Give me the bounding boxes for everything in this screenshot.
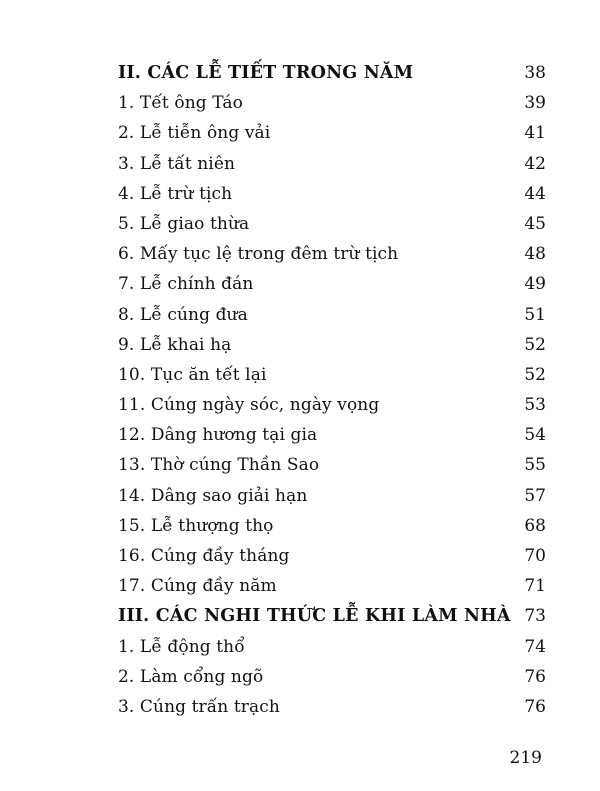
toc-entry bbox=[118, 179, 546, 209]
toc-entry bbox=[118, 511, 546, 541]
toc-entry bbox=[118, 390, 546, 420]
toc-entry-page: 51 bbox=[524, 304, 546, 325]
toc-entry-page: 55 bbox=[524, 455, 546, 476]
toc-entry-page: 73 bbox=[524, 606, 546, 627]
toc-entry-page: 44 bbox=[524, 183, 546, 204]
toc-entry-title: 5. Lễ giao thừa bbox=[118, 213, 250, 234]
table-of-contents bbox=[118, 58, 546, 722]
toc-entry-title: III. CÁC NGHI THỨC LỄ KHI LÀM NHÀ bbox=[118, 606, 511, 627]
toc-entry-page: 52 bbox=[524, 364, 546, 385]
toc-entry-title: 8. Lễ cúng đưa bbox=[118, 304, 248, 325]
toc-entry-page: 41 bbox=[524, 123, 546, 144]
toc-entry-page: 76 bbox=[524, 696, 546, 717]
toc-entry bbox=[118, 209, 546, 239]
toc-entry-title: 2. Làm cổng ngõ bbox=[118, 666, 264, 687]
toc-entry-title: 9. Lễ khai hạ bbox=[118, 334, 232, 355]
toc-entry-title: 16. Cúng đầy tháng bbox=[118, 546, 290, 566]
toc-entry-title: II. CÁC LỄ TIẾT TRONG NĂM bbox=[118, 63, 414, 83]
toc-entry-page: 71 bbox=[524, 576, 546, 597]
toc-entry-title: 11. Cúng ngày sóc, ngày vọng bbox=[118, 395, 380, 416]
toc-entry-title: 14. Dâng sao giải hạn bbox=[118, 485, 308, 506]
toc-entry-title: 2. Lễ tiễn ông vải bbox=[118, 123, 271, 144]
toc-entry-title: 13. Thờ cúng Thần Sao bbox=[118, 455, 320, 476]
toc-entry bbox=[118, 481, 546, 511]
toc-entry bbox=[118, 632, 546, 662]
toc-entry bbox=[118, 662, 546, 692]
toc-entry bbox=[118, 360, 546, 390]
toc-entry-page: 39 bbox=[524, 93, 546, 114]
toc-entry-page: 52 bbox=[524, 334, 546, 355]
toc-entry bbox=[118, 450, 546, 480]
toc-entry bbox=[118, 58, 546, 88]
toc-entry bbox=[118, 239, 546, 269]
toc-entry-page: 45 bbox=[524, 213, 546, 234]
toc-entry bbox=[118, 269, 546, 299]
toc-entry-page: 74 bbox=[524, 636, 546, 657]
page-number: 219 bbox=[509, 748, 542, 768]
toc-entry-title: 1. Tết ông Táo bbox=[118, 93, 243, 114]
toc-entry-page: 48 bbox=[524, 244, 546, 265]
toc-entry-page: 57 bbox=[524, 485, 546, 506]
toc-entry-title: 10. Tục ăn tết lại bbox=[118, 364, 267, 385]
toc-entry-page: 38 bbox=[524, 63, 546, 83]
toc-entry bbox=[118, 149, 546, 179]
toc-entry bbox=[118, 300, 546, 330]
toc-entry-title: 17. Cúng đầy năm bbox=[118, 576, 277, 597]
toc-entry bbox=[118, 692, 546, 722]
toc-entry bbox=[118, 88, 546, 118]
toc-entry bbox=[118, 118, 546, 148]
toc-entry bbox=[118, 541, 546, 571]
toc-entry-title: 3. Lễ tất niên bbox=[118, 153, 236, 174]
toc-entry bbox=[118, 330, 546, 360]
toc-entry-title: 4. Lễ trừ tịch bbox=[118, 183, 233, 204]
toc-entry bbox=[118, 571, 546, 601]
toc-entry-page: 53 bbox=[524, 395, 546, 416]
toc-entry-page: 42 bbox=[524, 153, 546, 174]
toc-entry-title: 15. Lễ thượng thọ bbox=[118, 515, 274, 536]
toc-entry-title: 7. Lễ chính đán bbox=[118, 274, 254, 295]
toc-entry bbox=[118, 420, 546, 450]
toc-entry-title: 6. Mấy tục lệ trong đêm trừ tịch bbox=[118, 244, 399, 265]
toc-entry-page: 49 bbox=[524, 274, 546, 295]
toc-entry bbox=[118, 601, 546, 631]
toc-entry-page: 54 bbox=[524, 425, 546, 446]
toc-entry-page: 68 bbox=[524, 515, 546, 536]
toc-entry-title: 12. Dâng hương tại gia bbox=[118, 425, 318, 446]
toc-entry-page: 70 bbox=[524, 546, 546, 566]
toc-entry-title: 3. Cúng trấn trạch bbox=[118, 696, 280, 717]
toc-entry-page: 76 bbox=[524, 666, 546, 687]
toc-entry-title: 1. Lễ động thổ bbox=[118, 636, 245, 657]
